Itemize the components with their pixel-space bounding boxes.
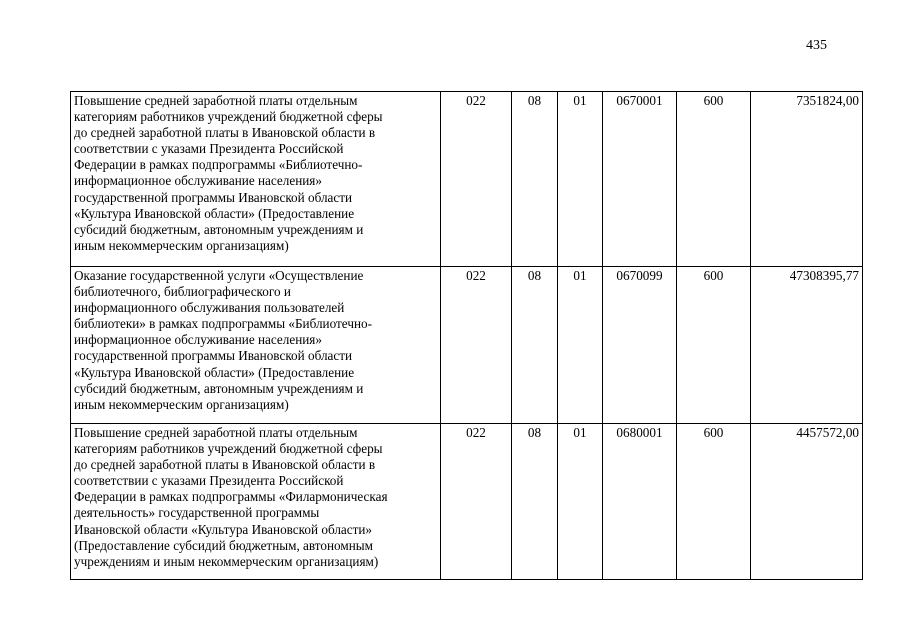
- description-line: соответствии с указами Президента Российской: [74, 141, 344, 157]
- section-code-cell: 08: [512, 424, 558, 580]
- description-line: «Культура Ивановской области» (Предоставление: [74, 205, 355, 221]
- expense-type-cell: 600: [677, 424, 751, 580]
- description-line: «Культура Ивановской области» (Предоставление: [74, 364, 355, 380]
- description-line: иным некоммерческим организациям): [74, 396, 289, 412]
- description-line: Повышение средней заработной платы отдельным: [74, 93, 358, 108]
- description-line: информационное обслуживание населения»: [74, 332, 322, 348]
- subsection-code-cell: 01: [558, 92, 603, 267]
- page-number: 435: [806, 38, 827, 53]
- description-line: иным некоммерческим организациям): [74, 237, 289, 253]
- description-cell: [71, 267, 441, 424]
- description-line: информационное обслуживание населения»: [74, 173, 322, 189]
- description-line: категориям работников учреждений бюджетной сферы: [74, 441, 383, 457]
- section-code-cell: 08: [512, 267, 558, 424]
- description-line: до средней заработной платы в Ивановской области в: [74, 457, 376, 473]
- target-article-cell: 0680001: [603, 424, 677, 580]
- description-line: государственной программы Ивановской области: [74, 348, 353, 364]
- description-line: государственной программы Ивановской области: [74, 189, 353, 205]
- description-line: библиотеки» в рамках подпрограммы «Библиотечно-: [74, 316, 372, 332]
- description-line: субсидий бюджетным, автономным учреждениям и: [74, 380, 364, 396]
- ministry-code-cell: 022: [441, 424, 512, 580]
- amount-cell: 47308395,77: [751, 267, 863, 424]
- description-line: информационного обслуживания пользователей: [74, 300, 345, 316]
- expense-type-cell: 600: [677, 267, 751, 424]
- amount-cell: 4457572,00: [751, 424, 863, 580]
- description-line: субсидий бюджетным, автономным учреждениям и: [74, 221, 364, 237]
- description-line: до средней заработной платы в Ивановской области в: [74, 125, 376, 141]
- ministry-code-cell: 022: [441, 92, 512, 267]
- description-line: категориям работников учреждений бюджетной сферы: [74, 109, 383, 125]
- subsection-code-cell: 01: [558, 267, 603, 424]
- description-line: учреждениям и иным некоммерческим организациям): [74, 553, 379, 569]
- target-article-cell: 0670099: [603, 267, 677, 424]
- description-line: Оказание государственной услуги «Осуществление: [74, 268, 364, 283]
- description-cell: [71, 424, 441, 580]
- description-line: деятельность» государственной программы: [74, 505, 320, 521]
- subsection-code-cell: 01: [558, 424, 603, 580]
- description-cell: [71, 92, 441, 267]
- description-line: Федерации в рамках подпрограммы «Библиотечно-: [74, 157, 363, 173]
- description-line: Федерации в рамках подпрограммы «Филармоническая: [74, 489, 388, 505]
- description-line: Ивановской области «Культура Ивановской области»: [74, 521, 373, 537]
- table-row: [71, 92, 863, 267]
- expense-type-cell: 600: [677, 92, 751, 267]
- section-code-cell: 08: [512, 92, 558, 267]
- ministry-code-cell: 022: [441, 267, 512, 424]
- description-line: (Предоставление субсидий бюджетным, автономным: [74, 537, 373, 553]
- table-row: [71, 267, 863, 424]
- description-line: Повышение средней заработной платы отдельным: [74, 425, 358, 440]
- table-row: [71, 424, 863, 580]
- budget-table: [70, 91, 863, 580]
- description-line: соответствии с указами Президента Российской: [74, 473, 344, 489]
- description-line: библиотечного, библиографического и: [74, 284, 291, 300]
- target-article-cell: 0670001: [603, 92, 677, 267]
- amount-cell: 7351824,00: [751, 92, 863, 267]
